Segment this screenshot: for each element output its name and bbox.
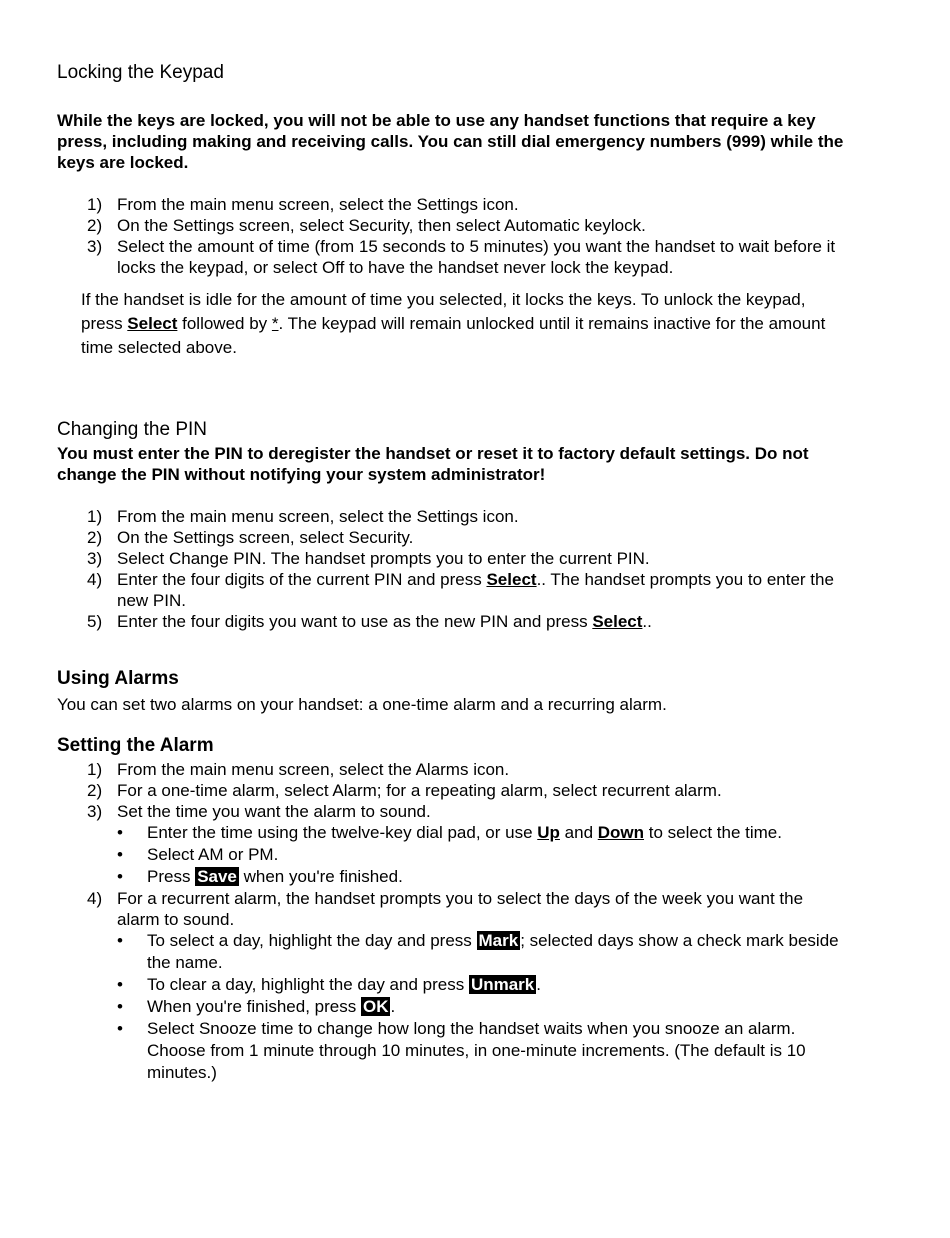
list-item: 1) From the main menu screen, select the Alarms icon. — [87, 760, 510, 779]
mark-softkey: Mark — [478, 931, 519, 950]
list-item: 2) On the Settings screen, select Security, then select Automatic keylock. — [87, 216, 646, 235]
select-key: Select — [592, 612, 643, 631]
save-softkey: Save — [197, 867, 237, 886]
list-item: • To clear a day, highlight the day and press Unmark . — [117, 975, 541, 994]
list-item: • To select a day, highlight the day and press Mark ; selected days show a check mark beside the name. — [117, 931, 839, 972]
bullet-list — [57, 930, 847, 1084]
bullet-list — [57, 822, 847, 888]
warning-text: While the keys are locked, you will not be able to use any handset functions that require a key press, including making and receiving calls. You can still dial emergency numbers (999) while the keys are locked. — [57, 111, 844, 172]
intro-text: You can set two alarms on your handset: a one-time alarm and a recurring alarm. — [57, 695, 667, 714]
list-item: • Press Save when you're finished. — [117, 867, 403, 886]
list-item: 4) Enter the four digits of the current PIN and press Select.. The handset prompts you to enter the new PIN. — [87, 570, 834, 610]
list-item: 3) Set the time you want the alarm to sound. — [87, 802, 431, 821]
down-key: Down — [597, 823, 645, 842]
list-item: 1) From the main menu screen, select the Settings icon. — [87, 507, 519, 526]
section-title: Setting the Alarm — [57, 735, 214, 756]
star-key: * — [271, 314, 279, 333]
section-changing-pin — [57, 417, 847, 632]
warning-text: You must enter the PIN to deregister the handset or reset it to factory default settings. Do not change the PIN without notifying your system administrator! — [57, 444, 809, 484]
section-title: Using Alarms — [57, 668, 179, 689]
list-item: • Select Snooze time to change how long the handset waits when you snooze an alarm. Choose from 1 minute through 10 minutes, in one-minute increments. (The default is 10 minutes.) — [117, 1019, 806, 1082]
section-setting-alarm — [57, 733, 847, 1084]
step-list — [57, 194, 847, 278]
list-item: 2) For a one-time alarm, select Alarm; for a repeating alarm, select recurrent alarm. — [87, 781, 722, 800]
list-item: 3) Select the amount of time (from 15 seconds to 5 minutes) you want the handset to wait before it locks the keypad, or select Off to have the handset never lock the keypad. — [87, 237, 836, 277]
document-page — [57, 60, 847, 1084]
select-key: Select — [127, 314, 178, 333]
list-item: • Select AM or PM. — [117, 845, 279, 864]
step-list — [57, 888, 847, 930]
note-text: If the handset is idle for the amount of time you selected, it locks the keys. To unlock the keypad, press Select followed by *. The keypad will remain unlocked until it remains inactive for the amount time selected above. — [81, 290, 826, 357]
section-title: Locking the Keypad — [57, 62, 224, 83]
step-list — [57, 506, 847, 632]
list-item: 1) From the main menu screen, select the Settings icon. — [87, 195, 519, 214]
select-key: Select — [486, 570, 537, 589]
list-item: 3) Select Change PIN. The handset prompts you to enter the current PIN. — [87, 549, 650, 568]
up-key: Up — [537, 823, 560, 842]
list-item: 5) Enter the four digits you want to use as the new PIN and press Select.. — [87, 612, 652, 631]
section-locking-keypad — [57, 60, 847, 360]
section-title: Changing the PIN — [57, 419, 207, 440]
list-item: 2) On the Settings screen, select Security. — [87, 528, 414, 547]
ok-softkey: OK — [362, 997, 389, 1016]
list-item: • Enter the time using the twelve-key dial pad, or use Up and Down to select the time. — [117, 823, 782, 842]
step-list — [57, 759, 847, 822]
list-item: • When you're finished, press OK . — [117, 997, 396, 1016]
list-item: 4) For a recurrent alarm, the handset prompts you to select the days of the week you want the alarm to sound. — [87, 889, 804, 929]
unmark-softkey: Unmark — [470, 975, 535, 994]
section-using-alarms — [57, 666, 847, 715]
